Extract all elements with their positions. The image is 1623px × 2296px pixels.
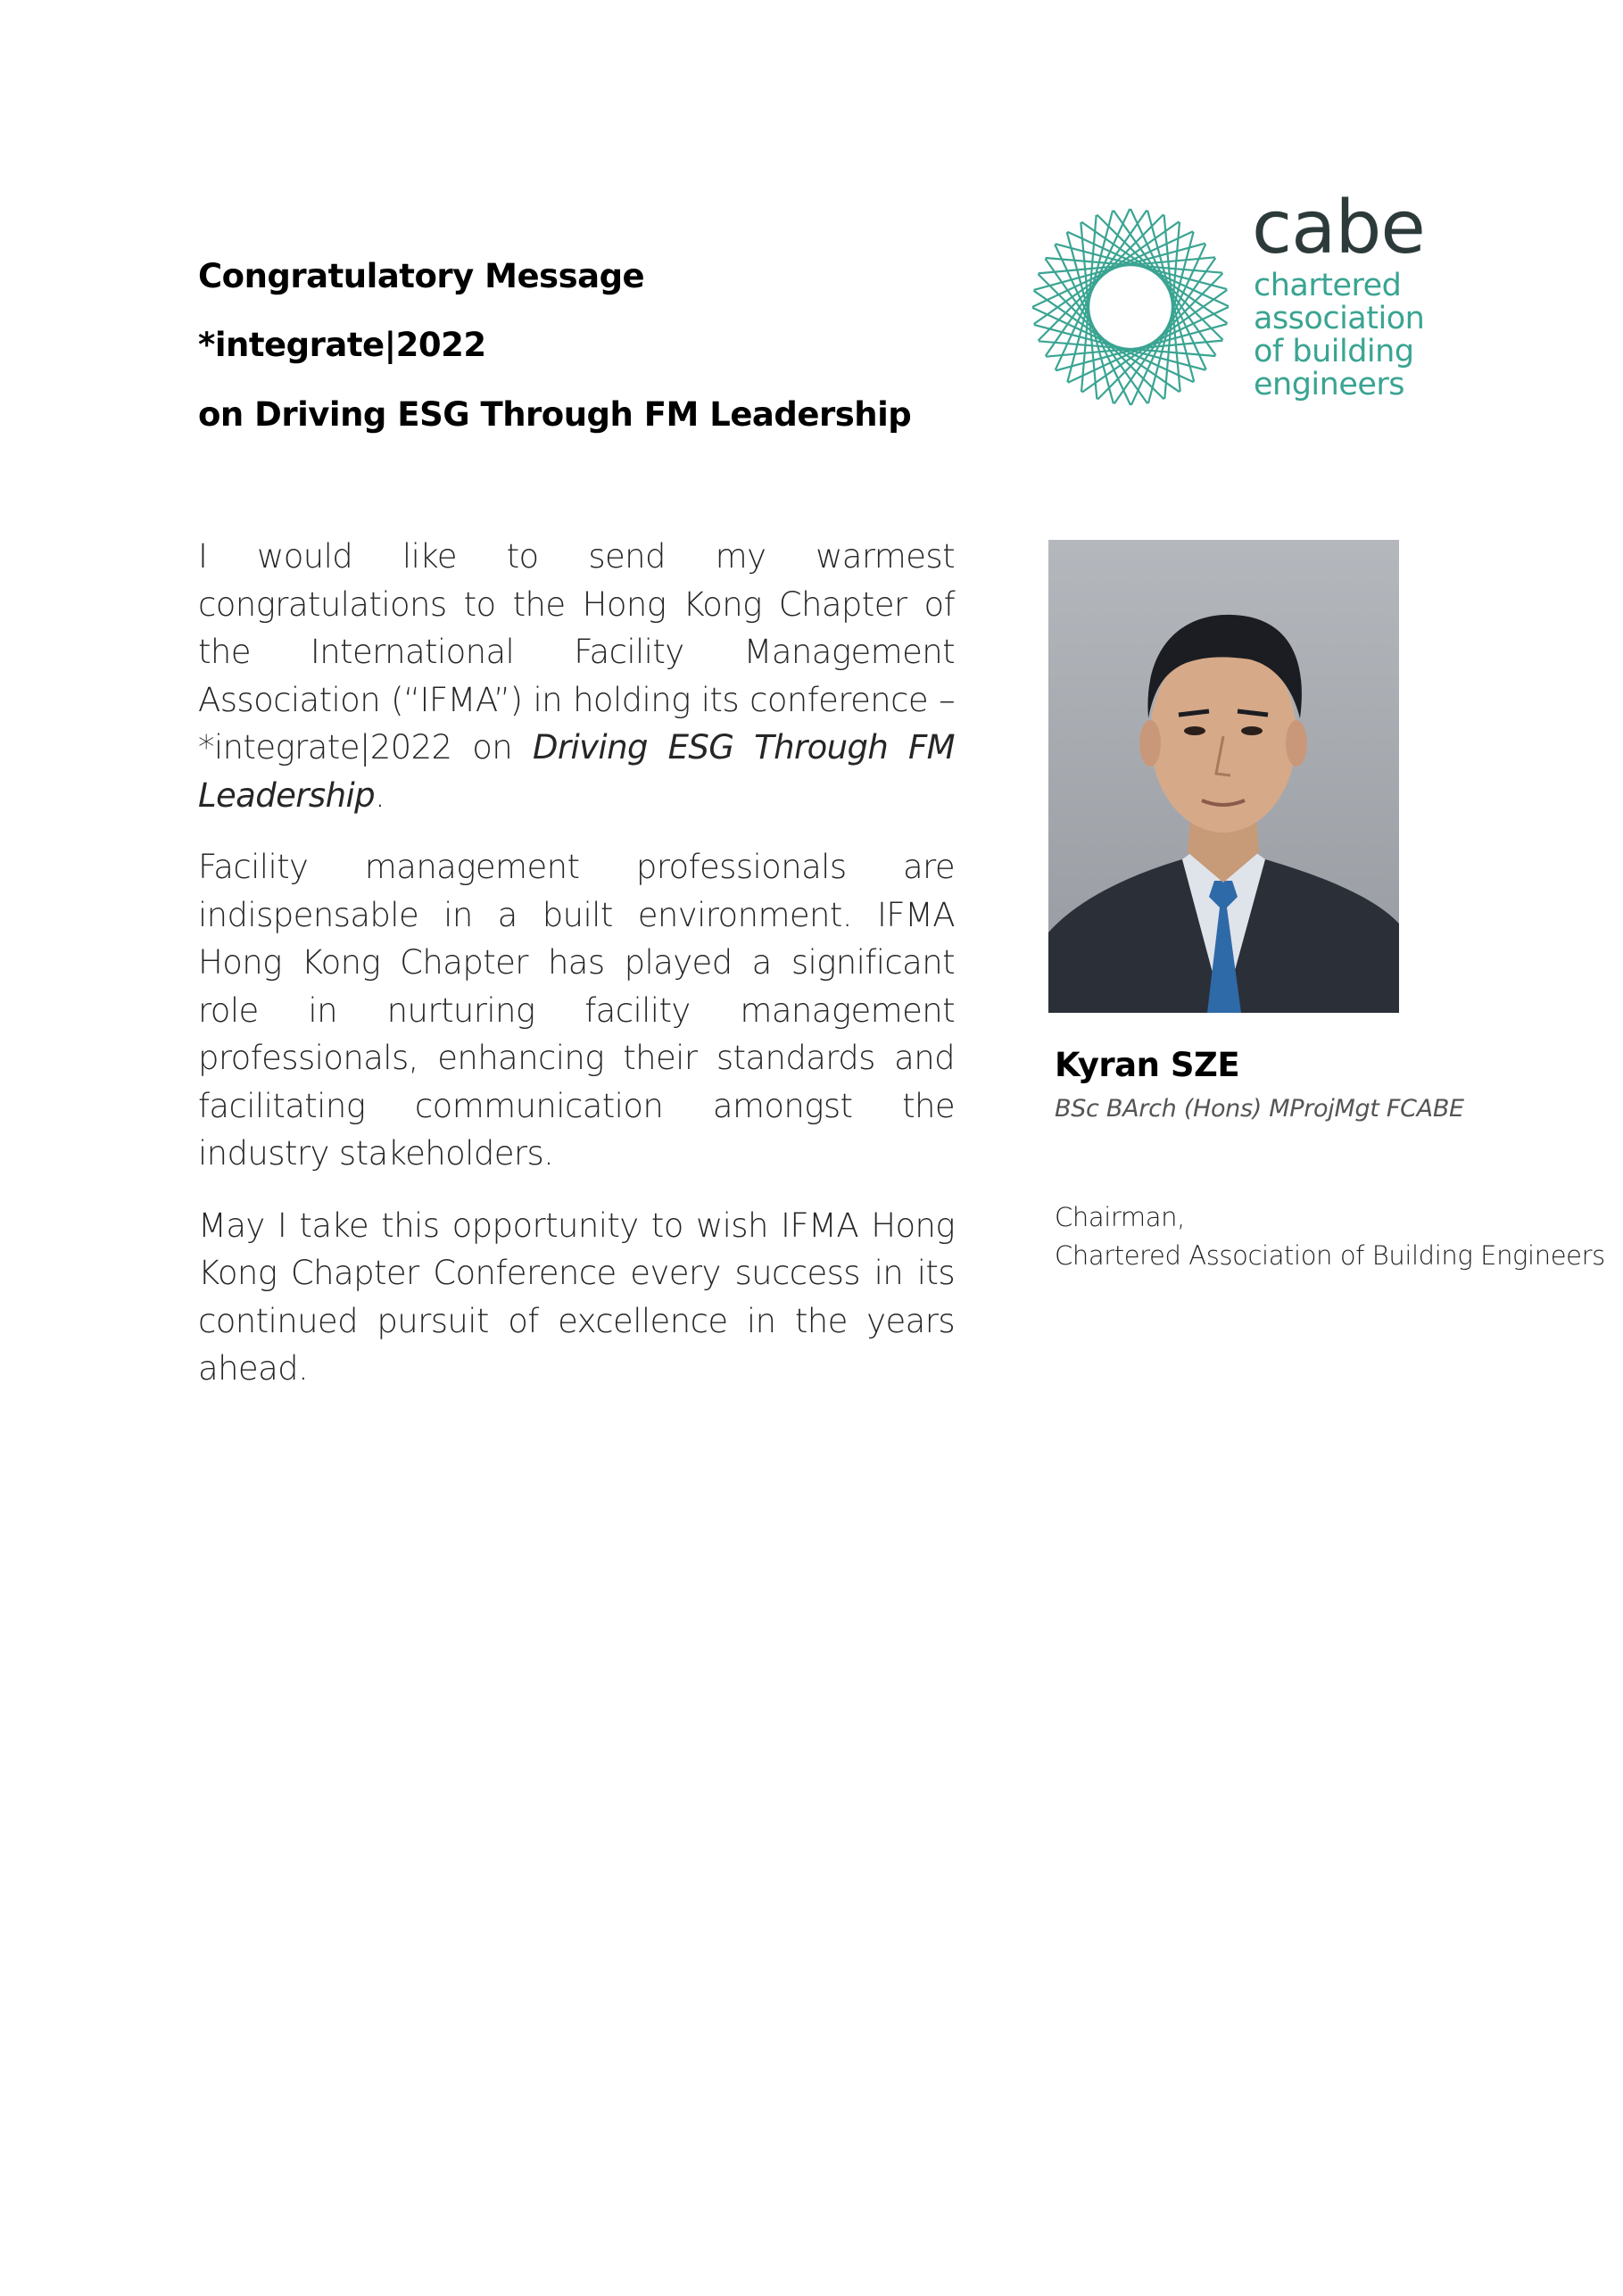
portrait-photo [1048, 540, 1399, 1013]
event-name: *integrate|2022 [198, 326, 486, 364]
message-title: Congratulatory Message [198, 257, 645, 295]
logo-tagline-line: association [1254, 301, 1425, 336]
conference-theme-italic: Driving ESG Through FM Leadership [198, 728, 955, 815]
logo-tagline-line: chartered [1254, 268, 1402, 303]
logo-wordmark: cabe [1252, 186, 1425, 270]
person-credentials: BSc BArch (Hons) MProjMgt FCABE [1055, 1095, 1464, 1123]
paragraph-end: . [375, 775, 385, 815]
person-name: Kyran SZE [1055, 1046, 1240, 1084]
event-theme: on Driving ESG Through FM Leadership [198, 395, 912, 434]
cabe-logo [1031, 186, 1432, 415]
person-role [1055, 1198, 1605, 1275]
paragraph: Facility management professionals are indispensable in a built environment. IFMA Hong Kong Chapter has played a significant role in nurturing facility management professionals, enhancing their standards and facilitating communication amongst the industry stakeholders. [198, 848, 955, 1173]
person-title: Chairman, [1055, 1202, 1185, 1232]
starburst-logo-icon [1031, 207, 1231, 408]
person-organization: Chartered Association of Building Engineers [1055, 1240, 1605, 1271]
paragraph: May I take this opportunity to wish IFMA Hong Kong Chapter Conference every success in its continued pursuit of excellence in the years ahead. [198, 1206, 955, 1388]
logo-tagline-line: engineers [1254, 367, 1405, 402]
portrait-illustration [1048, 540, 1399, 1013]
paragraph-text: I would like to send my warmest congratulations to the Hong Kong Chapter of the International Facility Management Association (“IFMA”) in holding its conference – *integrate|2022 on [198, 537, 955, 767]
paragraph [198, 533, 955, 819]
message-body [198, 533, 955, 1417]
logo-tagline [1254, 269, 1424, 402]
logo-tagline-line: of building [1254, 334, 1414, 369]
